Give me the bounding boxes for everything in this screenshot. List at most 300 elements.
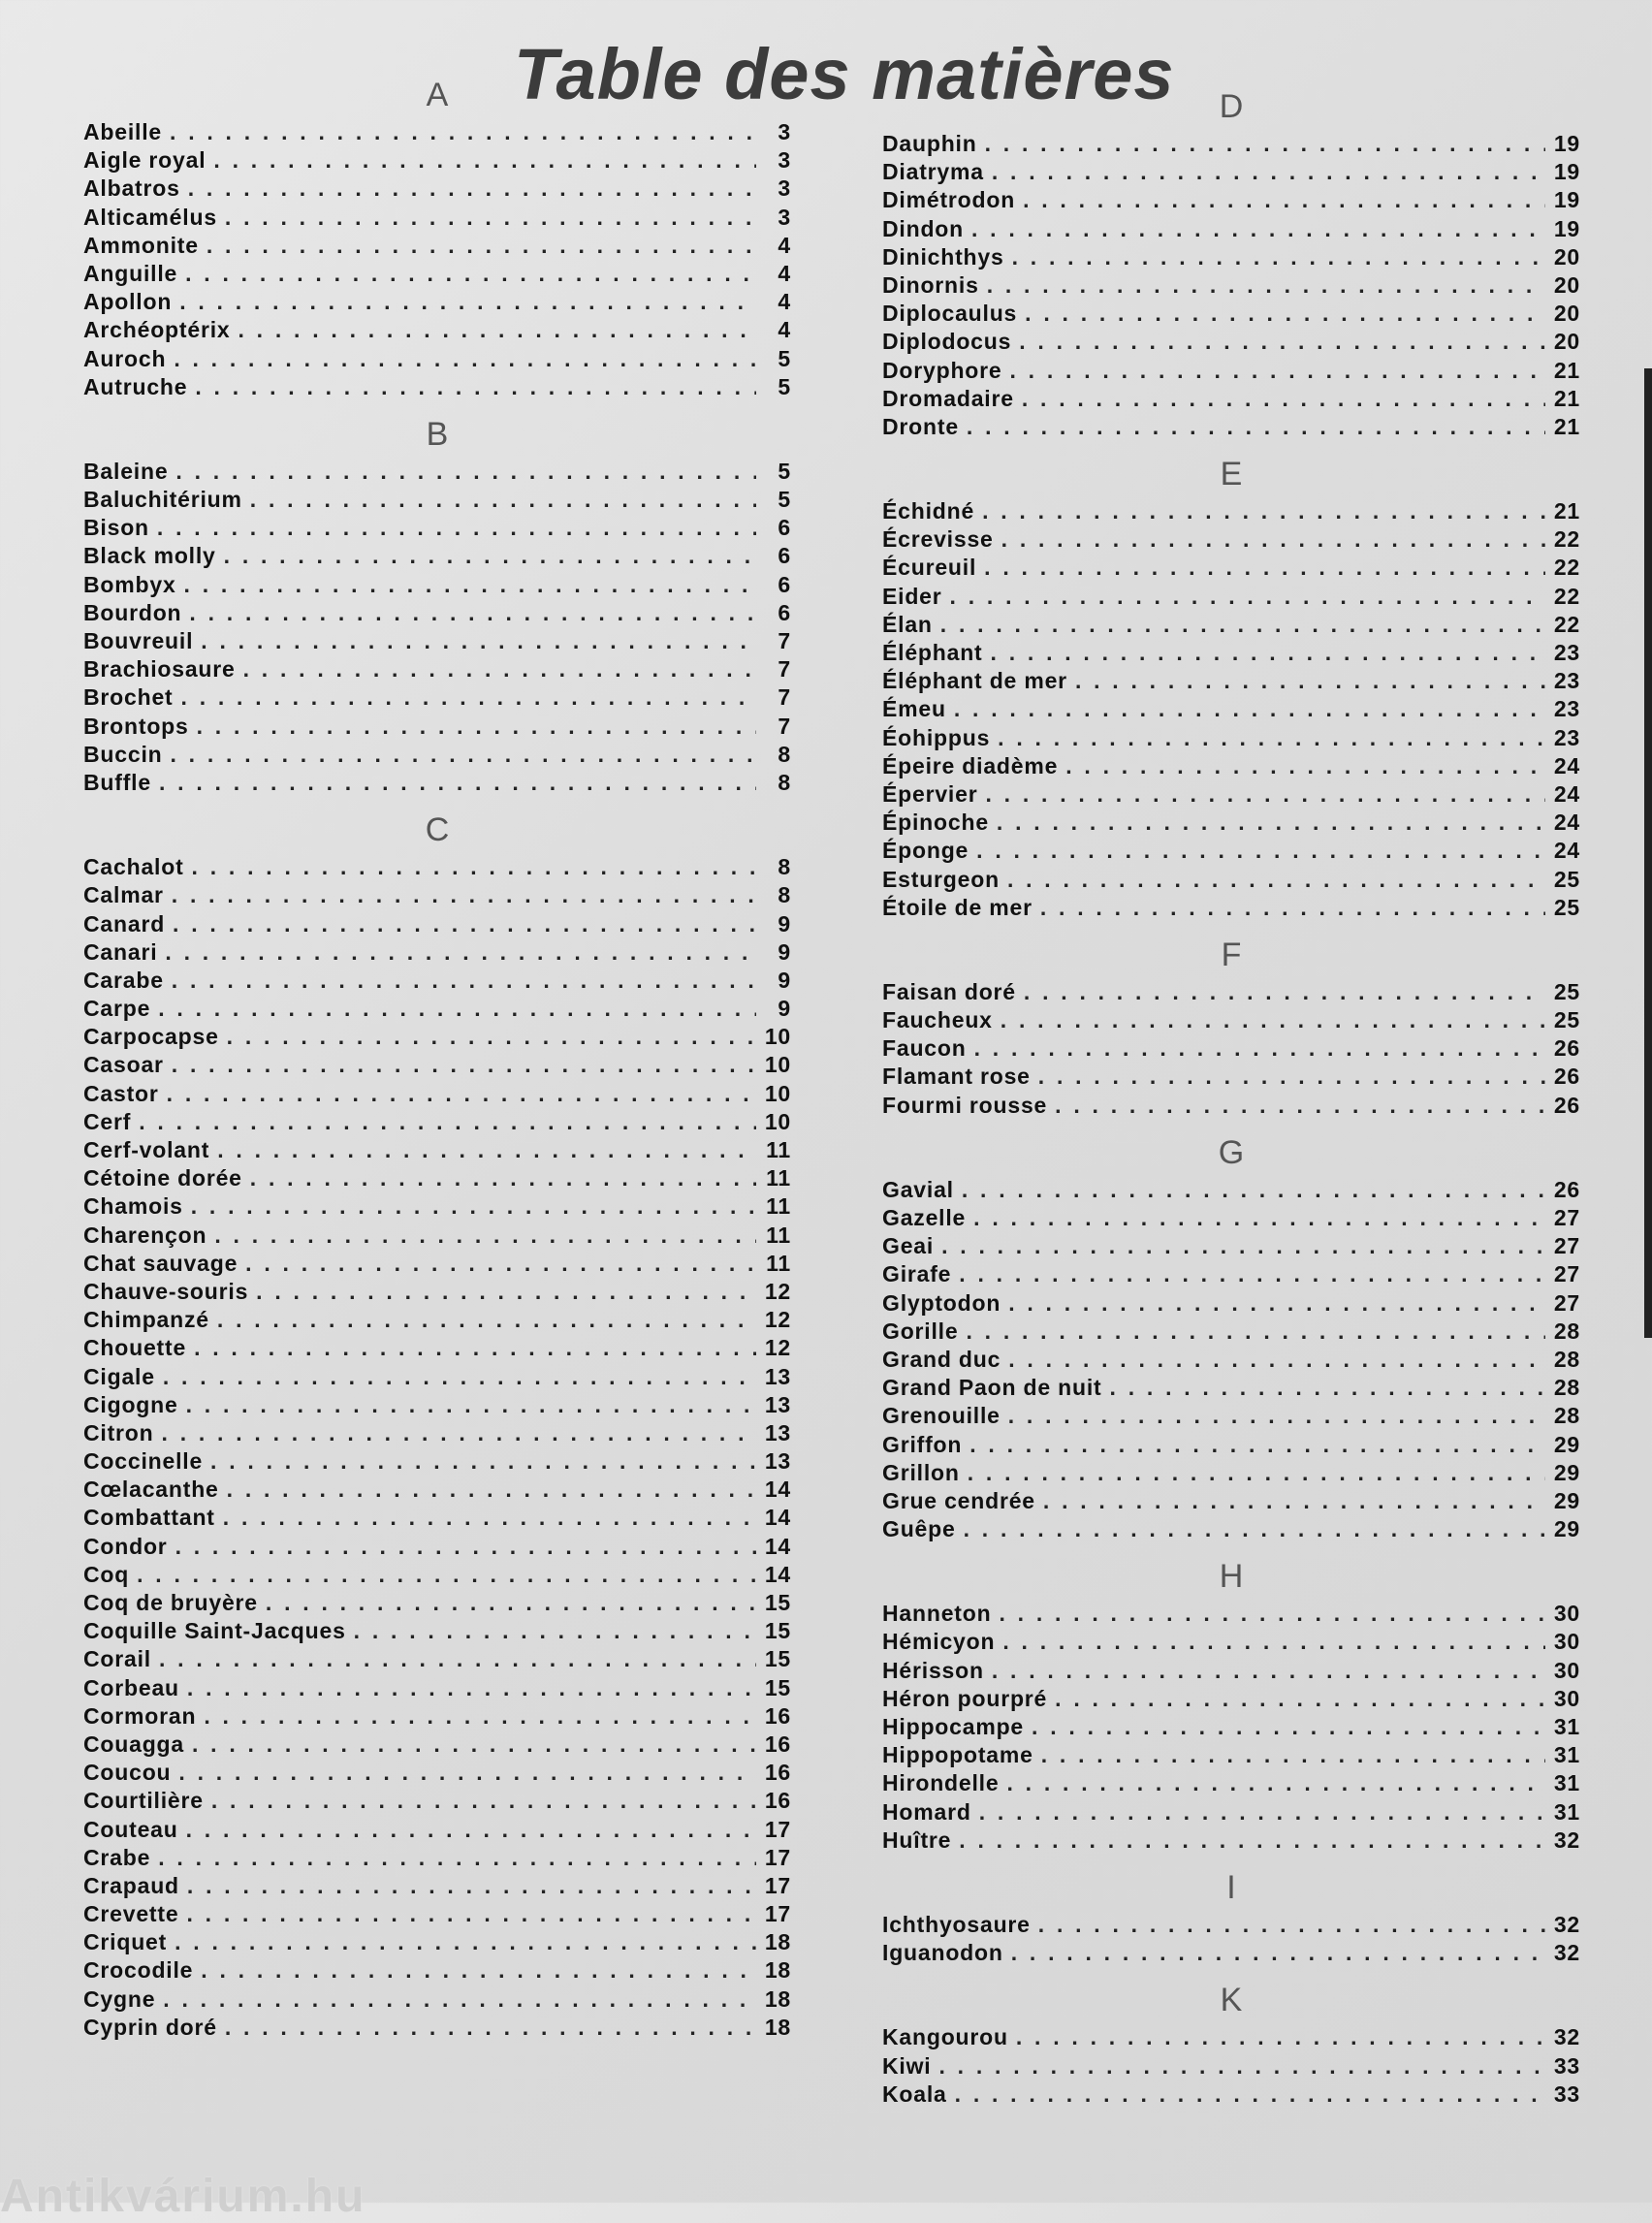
- entry-page-number: 14: [764, 1477, 791, 1503]
- toc-entry[interactable]: [83, 1816, 791, 1844]
- toc-entry[interactable]: [83, 542, 791, 570]
- dot-leader: [173, 910, 756, 938]
- toc-entry[interactable]: [83, 1731, 791, 1759]
- toc-entry[interactable]: [882, 300, 1580, 328]
- entry-page-number: 19: [1553, 159, 1580, 185]
- entry-name: Hippopotame: [882, 1742, 1033, 1768]
- entry-name: Chat sauvage: [83, 1250, 238, 1276]
- toc-entry[interactable]: [83, 373, 791, 401]
- entry-page-number: 28: [1553, 1375, 1580, 1401]
- section-gap: [83, 401, 791, 415]
- entry-name: Cormoran: [83, 1702, 197, 1729]
- entry-name: Cerf: [83, 1108, 132, 1134]
- toc-entry[interactable]: [882, 1431, 1580, 1459]
- entry-page-number: 29: [1553, 1459, 1580, 1485]
- entry-name: Éléphant de mer: [882, 668, 1067, 694]
- dot-leader: [1023, 186, 1545, 214]
- toc-entry[interactable]: [83, 345, 791, 373]
- toc-entry[interactable]: [882, 1798, 1580, 1826]
- entry-name: Hémicyon: [882, 1629, 996, 1655]
- toc-entry[interactable]: [83, 713, 791, 741]
- toc-entry[interactable]: [83, 599, 791, 627]
- entry-page-number: 15: [764, 1590, 791, 1615]
- toc-entry[interactable]: [882, 639, 1580, 667]
- toc-entry[interactable]: [882, 1459, 1580, 1487]
- entry-page-number: 23: [1553, 724, 1580, 750]
- toc-entry[interactable]: [882, 667, 1580, 695]
- toc-entry[interactable]: [83, 486, 791, 514]
- toc-entry[interactable]: [83, 1928, 791, 1956]
- entry-name: Faucheux: [882, 1007, 993, 1033]
- dot-leader: [266, 1589, 756, 1617]
- toc-entry[interactable]: [83, 1108, 791, 1136]
- dot-leader: [1043, 1487, 1545, 1515]
- toc-entry[interactable]: [83, 1561, 791, 1589]
- toc-entry[interactable]: [882, 158, 1580, 186]
- dot-leader: [1008, 1346, 1545, 1374]
- dot-leader: [201, 627, 756, 655]
- entry-name: Dromadaire: [882, 385, 1014, 411]
- toc-entry[interactable]: [882, 695, 1580, 723]
- toc-entry[interactable]: [83, 1080, 791, 1108]
- entry-name: Corail: [83, 1646, 151, 1672]
- toc-entry[interactable]: [83, 1278, 791, 1306]
- entry-name: Cétoine dorée: [83, 1165, 242, 1191]
- entry-page-number: 16: [764, 1760, 791, 1786]
- toc-entry[interactable]: [83, 769, 791, 797]
- entry-name: Diplodocus: [882, 329, 1012, 355]
- toc-entry[interactable]: [882, 1034, 1580, 1063]
- dot-leader: [245, 1250, 756, 1278]
- entry-name: Buccin: [83, 741, 163, 767]
- entry-page-number: 5: [778, 373, 791, 399]
- dot-leader: [962, 1176, 1545, 1204]
- toc-entry[interactable]: [882, 1600, 1580, 1628]
- dot-leader: [158, 1844, 756, 1872]
- toc-entry[interactable]: [83, 1164, 791, 1192]
- dot-leader: [999, 1600, 1545, 1628]
- toc-entry[interactable]: [83, 2014, 791, 2042]
- section-letter: B: [426, 415, 449, 453]
- toc-entry[interactable]: [882, 1289, 1580, 1318]
- toc-entry[interactable]: [882, 1515, 1580, 1543]
- entry-page-number: 27: [1553, 1233, 1580, 1259]
- dot-leader: [1055, 1092, 1545, 1120]
- dot-leader: [137, 1561, 756, 1589]
- toc-entry[interactable]: [83, 458, 791, 486]
- entry-name: Émeu: [882, 696, 946, 722]
- toc-entry[interactable]: [83, 1787, 791, 1815]
- dot-leader: [192, 1731, 756, 1759]
- toc-entry[interactable]: [882, 1092, 1580, 1120]
- toc-entry[interactable]: [83, 627, 791, 655]
- dot-leader: [172, 1051, 756, 1079]
- toc-entry[interactable]: [882, 2052, 1580, 2080]
- toc-entry[interactable]: [882, 2080, 1580, 2109]
- entry-page-number: 24: [1553, 752, 1580, 778]
- toc-entry[interactable]: [83, 118, 791, 146]
- dot-leader: [186, 1900, 756, 1928]
- section-c: [83, 810, 791, 2055]
- entry-name: Ichthyosaure: [882, 1911, 1031, 1937]
- dot-leader: [985, 780, 1545, 809]
- dot-leader: [955, 2080, 1545, 2109]
- toc-entry[interactable]: [882, 1769, 1580, 1797]
- dot-leader: [172, 967, 756, 995]
- toc-entry[interactable]: [882, 611, 1580, 639]
- entry-name: Faisan doré: [882, 978, 1016, 1004]
- toc-entry[interactable]: [83, 1306, 791, 1334]
- entry-page-number: 9: [778, 910, 791, 937]
- toc-entry[interactable]: [882, 413, 1580, 441]
- entry-page-number: 17: [764, 1844, 791, 1870]
- toc-entry[interactable]: [882, 186, 1580, 214]
- section-g: [882, 1133, 1580, 1557]
- toc-entry[interactable]: [83, 1504, 791, 1532]
- dot-leader: [185, 260, 756, 288]
- toc-entry[interactable]: [83, 1617, 791, 1645]
- toc-entry[interactable]: [882, 1260, 1580, 1288]
- dot-leader: [1065, 752, 1545, 780]
- watermark: Antikvárium.hu: [0, 2171, 366, 2222]
- toc-entry[interactable]: [882, 1685, 1580, 1713]
- entry-page-number: 31: [1553, 1742, 1580, 1768]
- toc-entry[interactable]: [83, 1023, 791, 1051]
- entry-name: Brachiosaure: [83, 656, 236, 683]
- dot-leader: [959, 1260, 1545, 1288]
- entry-name: Coquille Saint-Jacques: [83, 1618, 346, 1644]
- entry-name: Cachalot: [83, 854, 184, 880]
- entry-page-number: 10: [764, 1080, 791, 1106]
- entry-page-number: 26: [1553, 1064, 1580, 1090]
- entry-name: Grue cendrée: [882, 1487, 1035, 1513]
- entry-page-number: 15: [764, 1674, 791, 1700]
- dot-leader: [186, 1391, 756, 1419]
- entry-page-number: 31: [1553, 1798, 1580, 1825]
- toc-entry[interactable]: [882, 2023, 1580, 2051]
- toc-entry[interactable]: [882, 1006, 1580, 1034]
- entry-name: Guêpe: [882, 1516, 956, 1542]
- dot-leader: [256, 1278, 756, 1306]
- section-letter: F: [1221, 936, 1242, 973]
- entry-name: Crocodile: [83, 1957, 194, 1984]
- entry-name: Crevette: [83, 1901, 179, 1927]
- toc-entry[interactable]: [882, 809, 1580, 837]
- section-a: [83, 76, 791, 415]
- toc-entry[interactable]: [882, 271, 1580, 300]
- toc-entry[interactable]: [882, 752, 1580, 780]
- section-letter: E: [1220, 456, 1243, 493]
- entry-page-number: 24: [1553, 838, 1580, 864]
- entry-page-number: 30: [1553, 1629, 1580, 1655]
- toc-entry[interactable]: [83, 316, 791, 344]
- dot-leader: [197, 713, 756, 741]
- toc-entry[interactable]: [882, 328, 1580, 356]
- toc-entry[interactable]: [882, 1346, 1580, 1374]
- entry-page-number: 6: [778, 515, 791, 541]
- entry-name: Faucon: [882, 1035, 967, 1062]
- toc-entry[interactable]: [882, 1911, 1580, 1939]
- toc-entry[interactable]: [83, 881, 791, 909]
- toc-entry[interactable]: [83, 232, 791, 260]
- section-gap: [882, 1543, 1580, 1557]
- section-gap: [83, 2042, 791, 2055]
- entry-page-number: 4: [778, 260, 791, 286]
- entry-name: Chouette: [83, 1335, 187, 1361]
- dot-leader: [163, 1985, 756, 2014]
- toc-entry[interactable]: [83, 1956, 791, 1985]
- dot-leader: [982, 497, 1545, 525]
- dot-leader: [187, 1872, 756, 1900]
- toc-entry[interactable]: [83, 910, 791, 938]
- toc-entry[interactable]: [882, 130, 1580, 158]
- entry-page-number: 16: [764, 1702, 791, 1729]
- toc-entry[interactable]: [83, 938, 791, 967]
- entry-name: Homard: [882, 1798, 971, 1825]
- toc-entry[interactable]: [83, 1363, 791, 1391]
- toc-entry[interactable]: [882, 978, 1580, 1006]
- toc-entry[interactable]: [83, 1844, 791, 1872]
- entry-name: Fourmi rousse: [882, 1092, 1048, 1118]
- toc-entry[interactable]: [83, 1136, 791, 1164]
- toc-entry[interactable]: [882, 1318, 1580, 1346]
- entry-name: Hirondelle: [882, 1770, 1000, 1796]
- dot-leader: [1040, 894, 1545, 922]
- dot-leader: [206, 232, 756, 260]
- entry-name: Citron: [83, 1419, 154, 1445]
- entry-name: Abeille: [83, 119, 163, 144]
- toc-entry[interactable]: [83, 967, 791, 995]
- dot-leader: [223, 1504, 756, 1532]
- dot-leader: [178, 1759, 756, 1787]
- dot-leader: [1012, 243, 1545, 271]
- entry-page-number: 13: [764, 1419, 791, 1445]
- toc-entry[interactable]: [83, 1645, 791, 1673]
- right-column: [882, 87, 1580, 2122]
- toc-entry[interactable]: [83, 1419, 791, 1447]
- entry-name: Héron pourpré: [882, 1685, 1048, 1711]
- dot-leader: [979, 1798, 1545, 1826]
- dot-leader: [974, 1034, 1545, 1063]
- toc-entry[interactable]: [83, 1192, 791, 1221]
- entry-page-number: 25: [1553, 866, 1580, 892]
- toc-entry[interactable]: [83, 1985, 791, 2014]
- entry-name: Alticamélus: [83, 204, 217, 230]
- toc-entry[interactable]: [83, 175, 791, 203]
- entry-page-number: 19: [1553, 131, 1580, 156]
- section-gap: [882, 2109, 1580, 2122]
- toc-entry[interactable]: [83, 1533, 791, 1561]
- toc-entry[interactable]: [882, 1232, 1580, 1260]
- section-k: [882, 1981, 1580, 2122]
- entry-page-number: 17: [764, 1816, 791, 1842]
- entry-page-number: 13: [764, 1448, 791, 1475]
- dot-leader: [969, 1431, 1545, 1459]
- toc-entry[interactable]: [882, 894, 1580, 922]
- toc-entry[interactable]: [83, 571, 791, 599]
- section-letter: D: [1219, 88, 1244, 125]
- toc-entry[interactable]: [882, 1402, 1580, 1430]
- entry-name: Hippocampe: [882, 1714, 1025, 1739]
- entry-name: Gazelle: [882, 1205, 967, 1230]
- entry-name: Girafe: [882, 1261, 952, 1287]
- entry-name: Carabe: [83, 967, 164, 993]
- section-letter: H: [1219, 1558, 1244, 1596]
- toc-entry[interactable]: [83, 741, 791, 769]
- toc-entry[interactable]: [882, 837, 1580, 865]
- section-i: [882, 1868, 1580, 1981]
- entry-page-number: 14: [764, 1533, 791, 1559]
- toc-entry[interactable]: [882, 583, 1580, 611]
- dot-leader: [243, 655, 756, 683]
- dot-leader: [1001, 1006, 1545, 1034]
- entry-page-number: 28: [1553, 1346, 1580, 1372]
- toc-entry[interactable]: [83, 260, 791, 288]
- toc-entry[interactable]: [882, 554, 1580, 582]
- toc-entry[interactable]: [882, 1826, 1580, 1855]
- dot-leader: [1032, 1713, 1545, 1741]
- toc-entry[interactable]: [882, 780, 1580, 809]
- toc-entry[interactable]: [882, 1063, 1580, 1091]
- entry-name: Black molly: [83, 543, 216, 569]
- entry-page-number: 13: [764, 1391, 791, 1417]
- entry-name: Chauve-souris: [83, 1278, 249, 1304]
- entry-name: Castor: [83, 1080, 159, 1106]
- dot-leader: [179, 288, 756, 316]
- toc-entry[interactable]: [83, 514, 791, 542]
- toc-entry[interactable]: [83, 1900, 791, 1928]
- entry-page-number: 26: [1553, 1035, 1580, 1062]
- entry-page-number: 23: [1553, 640, 1580, 665]
- toc-entry[interactable]: [882, 357, 1580, 385]
- dot-leader: [224, 542, 756, 570]
- entry-page-number: 32: [1553, 2024, 1580, 2050]
- toc-entry[interactable]: [83, 288, 791, 316]
- toc-entry[interactable]: [83, 853, 791, 881]
- entry-name: Cygne: [83, 1985, 156, 2012]
- dot-leader: [964, 1515, 1545, 1543]
- toc-entry[interactable]: [882, 243, 1580, 271]
- entry-name: Écrevisse: [882, 526, 994, 553]
- entry-name: Échidné: [882, 498, 975, 524]
- toc-entry[interactable]: [882, 724, 1580, 752]
- toc-entry[interactable]: [83, 1702, 791, 1731]
- entry-name: Hérisson: [882, 1657, 984, 1683]
- dot-leader: [210, 1447, 756, 1476]
- dot-leader: [991, 639, 1545, 667]
- dot-leader: [225, 204, 756, 232]
- entry-name: Ammonite: [83, 232, 199, 258]
- section-h: [882, 1557, 1580, 1868]
- toc-entry[interactable]: [882, 1176, 1580, 1204]
- dot-leader: [1010, 357, 1546, 385]
- toc-entry[interactable]: [83, 1334, 791, 1362]
- toc-entry[interactable]: [83, 1250, 791, 1278]
- dot-leader: [159, 769, 756, 797]
- toc-entry[interactable]: [83, 1447, 791, 1476]
- entry-page-number: 17: [764, 1901, 791, 1927]
- dot-leader: [1038, 1911, 1545, 1939]
- entry-page-number: 32: [1553, 1911, 1580, 1937]
- toc-entry[interactable]: [882, 525, 1580, 554]
- toc-entry[interactable]: [882, 1374, 1580, 1402]
- dot-leader: [181, 683, 756, 712]
- entry-name: Cœlacanthe: [83, 1477, 219, 1503]
- entry-page-number: 25: [1553, 1007, 1580, 1033]
- toc-entry[interactable]: [83, 1051, 791, 1079]
- section-d: [882, 87, 1580, 455]
- toc-entry[interactable]: [882, 1939, 1580, 1967]
- section-e: [882, 455, 1580, 936]
- dot-leader: [1006, 1769, 1545, 1797]
- toc-entry[interactable]: [882, 1204, 1580, 1232]
- toc-entry[interactable]: [83, 1391, 791, 1419]
- toc-entry[interactable]: [83, 995, 791, 1023]
- entry-page-number: 12: [764, 1335, 791, 1361]
- entry-name: Grand Paon de nuit: [882, 1375, 1102, 1401]
- toc-entry[interactable]: [882, 1713, 1580, 1741]
- dot-leader: [225, 2014, 756, 2042]
- section-letter: A: [426, 77, 449, 113]
- toc-entry[interactable]: [882, 385, 1580, 413]
- toc-entry[interactable]: [882, 1657, 1580, 1685]
- entry-page-number: 6: [778, 543, 791, 569]
- dot-leader: [170, 118, 756, 146]
- entry-page-number: 28: [1553, 1318, 1580, 1344]
- toc-entry[interactable]: [83, 1759, 791, 1787]
- dot-leader: [992, 158, 1545, 186]
- entry-page-number: 12: [764, 1278, 791, 1304]
- entry-page-number: 20: [1553, 271, 1580, 298]
- toc-entry[interactable]: [83, 146, 791, 175]
- entry-page-number: 30: [1553, 1601, 1580, 1627]
- entry-page-number: 7: [778, 656, 791, 683]
- entry-name: Albatros: [83, 175, 180, 202]
- entry-page-number: 31: [1553, 1770, 1580, 1796]
- entry-name: Épeire diadème: [882, 752, 1059, 778]
- toc-entry[interactable]: [83, 204, 791, 232]
- entry-page-number: 25: [1553, 894, 1580, 920]
- entry-page-number: 23: [1553, 668, 1580, 694]
- toc-entry[interactable]: [83, 1589, 791, 1617]
- entry-page-number: 6: [778, 571, 791, 597]
- toc-entry[interactable]: [83, 655, 791, 683]
- dot-leader: [967, 413, 1545, 441]
- toc-entry[interactable]: [882, 497, 1580, 525]
- entry-page-number: 33: [1553, 2052, 1580, 2079]
- toc-entry[interactable]: [83, 683, 791, 712]
- toc-entry[interactable]: [882, 866, 1580, 894]
- dot-leader: [158, 995, 756, 1023]
- entry-page-number: 25: [1553, 978, 1580, 1004]
- entry-page-number: 24: [1553, 810, 1580, 836]
- toc-entry[interactable]: [882, 1487, 1580, 1515]
- toc-entry[interactable]: [882, 1741, 1580, 1769]
- dot-leader: [1002, 1628, 1545, 1656]
- toc-entry[interactable]: [83, 1872, 791, 1900]
- toc-entry[interactable]: [83, 1476, 791, 1504]
- entry-name: Anguille: [83, 260, 178, 286]
- entry-name: Couteau: [83, 1816, 178, 1842]
- dot-leader: [1008, 1402, 1545, 1430]
- toc-entry[interactable]: [882, 215, 1580, 243]
- section-letter: C: [425, 811, 450, 849]
- toc-entry[interactable]: [83, 1222, 791, 1250]
- toc-entry[interactable]: [882, 1628, 1580, 1656]
- entry-name: Charençon: [83, 1222, 207, 1248]
- entry-page-number: 3: [778, 147, 791, 174]
- toc-entry[interactable]: [83, 1674, 791, 1702]
